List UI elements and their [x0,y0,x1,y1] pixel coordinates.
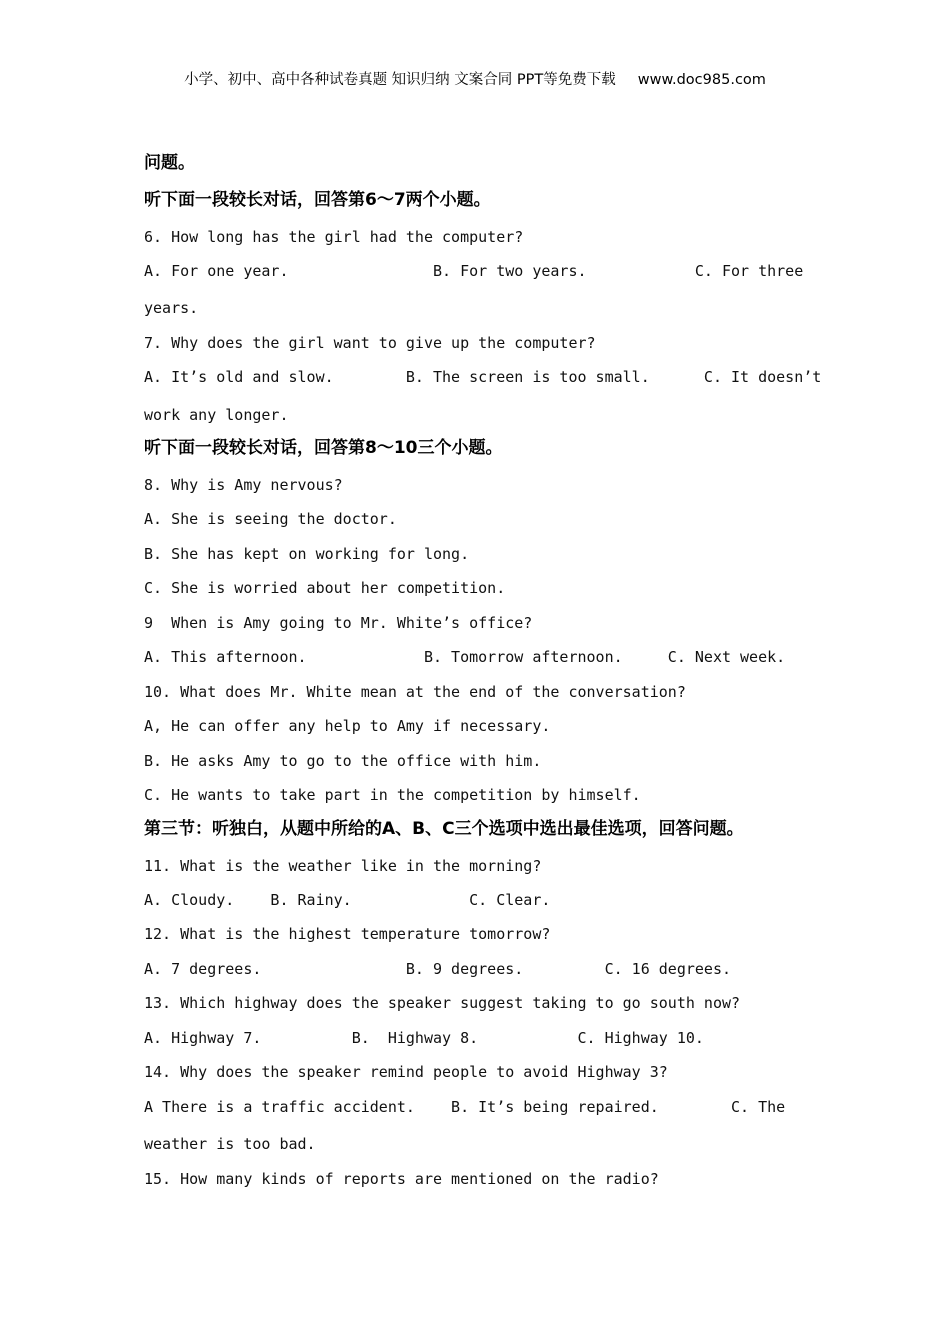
header-text: 小学、初中、高中各种试卷真题 知识归纳 文案合同 PPT等免费下载 [184,72,616,88]
question-7: 7. Why does the girl want to give up the computer? [144,334,596,352]
option-10c: C. He wants to take part in the competition by himself. [144,786,641,804]
options-7-cont: work any longer. [144,406,289,424]
question-15: 15. How many kinds of reports are mentioned on the radio? [144,1170,659,1188]
options-14-cont: weather is too bad. [144,1135,316,1153]
question-10: 10. What does Mr. White mean at the end of the conversation? [144,683,686,701]
options-9: A. This afternoon. B. Tomorrow afternoon. C. Next week. [144,648,786,666]
options-12: A. 7 degrees. B. 9 degrees. C. 16 degrees. [144,960,731,978]
question-11: 11. What is the weather like in the morning? [144,857,542,875]
question-12: 12. What is the highest temperature tomorrow? [144,925,551,943]
section-continuation: 问题。 [144,153,195,173]
option-10a: A, He can offer any help to Amy if necessary. [144,717,551,735]
option-8a: A. She is seeing the doctor. [144,510,397,528]
question-9: 9 When is Amy going to Mr. White’s office? [144,614,533,632]
question-6: 6. How long has the girl had the computer? [144,228,524,246]
page-header [0,68,950,89]
question-8: 8. Why is Amy nervous? [144,476,343,494]
option-8b: B. She has kept on working for long. [144,545,470,563]
options-11: A. Cloudy. B. Rainy. C. Clear. [144,891,551,909]
option-10b: B. He asks Amy to go to the office with him. [144,752,542,770]
section-heading-q8-10: 听下面一段较长对话，回答第8～10三个小题。 [144,438,503,458]
header-url: www.doc985.com [637,72,766,88]
options-14: A There is a traffic accident. B. It’s being repaired. C. The [144,1098,786,1116]
options-13: A. Highway 7. B. Highway 8. C. Highway 10. [144,1029,704,1047]
section-heading-part3: 第三节：听独白，从题中所给的A、B、C三个选项中选出最佳选项，回答问题。 [144,819,744,839]
question-13: 13. Which highway does the speaker suggest taking to go south now? [144,994,741,1012]
option-8c: C. She is worried about her competition. [144,579,506,597]
options-7: A. It’s old and slow. B. The screen is too small. C. It doesn’t [144,368,822,386]
question-14: 14. Why does the speaker remind people to avoid Highway 3? [144,1063,668,1081]
options-6-cont: years. [144,299,199,317]
options-6: A. For one year. B. For two years. C. For three [144,262,804,280]
section-heading-q6-7: 听下面一段较长对话，回答第6～7两个小题。 [144,190,491,210]
